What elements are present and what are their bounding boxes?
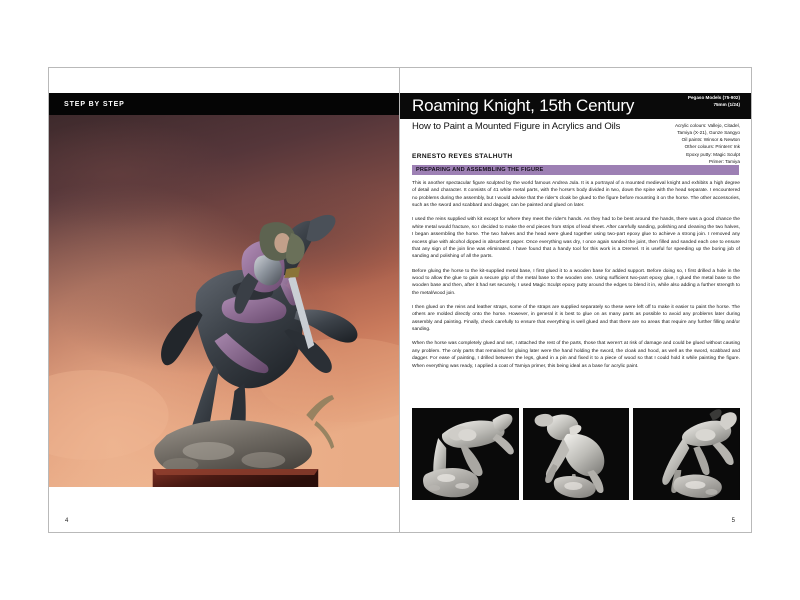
kit-credit — [688, 95, 740, 108]
assembly-photo-2-image — [523, 408, 630, 500]
assembly-photo-strip — [412, 408, 740, 500]
kit-credit-scale: 75mm (1/24) — [713, 101, 740, 107]
running-head-step-by-step — [49, 93, 399, 115]
article-body — [412, 180, 740, 377]
body-paragraph: Before gluing the horse to the kit-supplied metal base, I first glued it to a wooden base for added support. Before doing so, I first drilled a hole in the wood to allow the glue to gain a secure grip of the metal base to the wooden one. Using sufficient two-part epoxy glue, I glued the metal base to the wooden base and then, after it had set securely, I used Magic Sculpt epoxy putty around the edges to blend it in, while also adding a further strength to the metal/wood join. — [412, 268, 740, 296]
page-number-left: 4 — [65, 518, 69, 524]
assembly-photo-1-image — [412, 408, 519, 500]
body-paragraph: When the horse was completely glued and set, I attached the rest of the parts, those that weren't at risk of damage and could be glued without causing any problem. The only parts that remained for gluing later were the hand holding the sword, the cloak and hood, as well as the sword, scabbard and dagger. For ease of painting, I drilled between the legs, glued in a pin and fixed it to a piece of wood so that I could hold it while painting the figure. When everything was ready, I applied a coat of Tamiya primer, this being ideal as a base for acrylic paint. — [412, 341, 740, 369]
hero-photo-painted-knight — [49, 115, 399, 487]
materials-line: Oil paints: Winsor & Newton — [681, 137, 740, 143]
assembly-photo-2 — [523, 408, 630, 500]
assembly-photo-3-image — [633, 408, 740, 500]
right-page — [400, 68, 751, 532]
masthead — [400, 93, 751, 188]
kit-credit-manufacturer: Pegaso Models (75-902) — [687, 95, 740, 100]
page-number-right: 5 — [731, 518, 735, 524]
materials-line: Other colours: Printers' Ink — [684, 144, 740, 150]
hero-photo-image — [49, 115, 399, 487]
section-heading-label: PREPARING AND ASSEMBLING THE FIGURE — [416, 167, 544, 173]
materials-line: Epoxy putty: Magic Sculpt — [686, 151, 740, 157]
materials-line: Primer: Tamiya — [708, 158, 740, 164]
body-paragraph: I then glued on the reins and leather straps, some of the straps are supplied separately so these were left off to make it easier to paint the horse. The others are molded directly onto the horse. However, in general it is best to glue on as many parts as possible to avoid any problems later during assembly and painting. Finally, check carefully to ensure that everything is well glued and that there are no areas that require any further filling and/or sanding. — [412, 305, 740, 333]
page-subtitle: How to Paint a Mounted Figure in Acrylics and Oils — [412, 121, 621, 132]
magazine-spread — [48, 67, 752, 533]
running-head-label: STEP BY STEP — [64, 100, 125, 108]
assembly-photo-1 — [412, 408, 519, 500]
left-page — [49, 68, 400, 532]
assembly-photo-3 — [633, 408, 740, 500]
body-paragraph: I used the reins supplied with kit except for where they meet the rider's hands. As they had to be bent around the hands, there was a good chance the white metal would fracture, so I decided to make the end pieces from strips of lead sheet. After carefully sanding, polishing and cleaning the two halves, I began assembling the horse. The two halves and the head were glued together using two-part epoxy glue to achieve a strong join. I removed any excess glue with alcohol dipped in absorbent paper. Once everything was dry, I once again sanded the joint, then filled and sanded each one to ensure that any sign of the join line was eliminated. I have found that a handy tool for this work is a Dremel. It is useful for speeding up the boring job of sanding and polishing of all the parts. — [412, 217, 740, 260]
author-byline: ERNESTO REYES STALHUTH — [412, 153, 513, 160]
materials-line: Tamiya (X-21), Gunze Sangyo — [677, 130, 740, 136]
body-paragraph: This is another spectacular figure sculpted by the world famous Andrea Jula. It is a portrayal of a mounted medieval knight and exhibits a high degree of detail and character. It consists of 41 white metal parts, with the horse's body divided in two, down the spine with the head separate. I encountered no problems during the assembly, but I would advise that the rider's cloak be glued to the figure before mounting it on the horse. The other accessories, such as the sword and scabbard and dagger, can be painted and glued on later. — [412, 181, 740, 209]
materials-line: Acrylic colours: Vallejo, Citadel, — [674, 123, 740, 128]
materials-list — [675, 122, 740, 165]
page-title: Roaming Knight, 15th Century — [412, 96, 635, 115]
